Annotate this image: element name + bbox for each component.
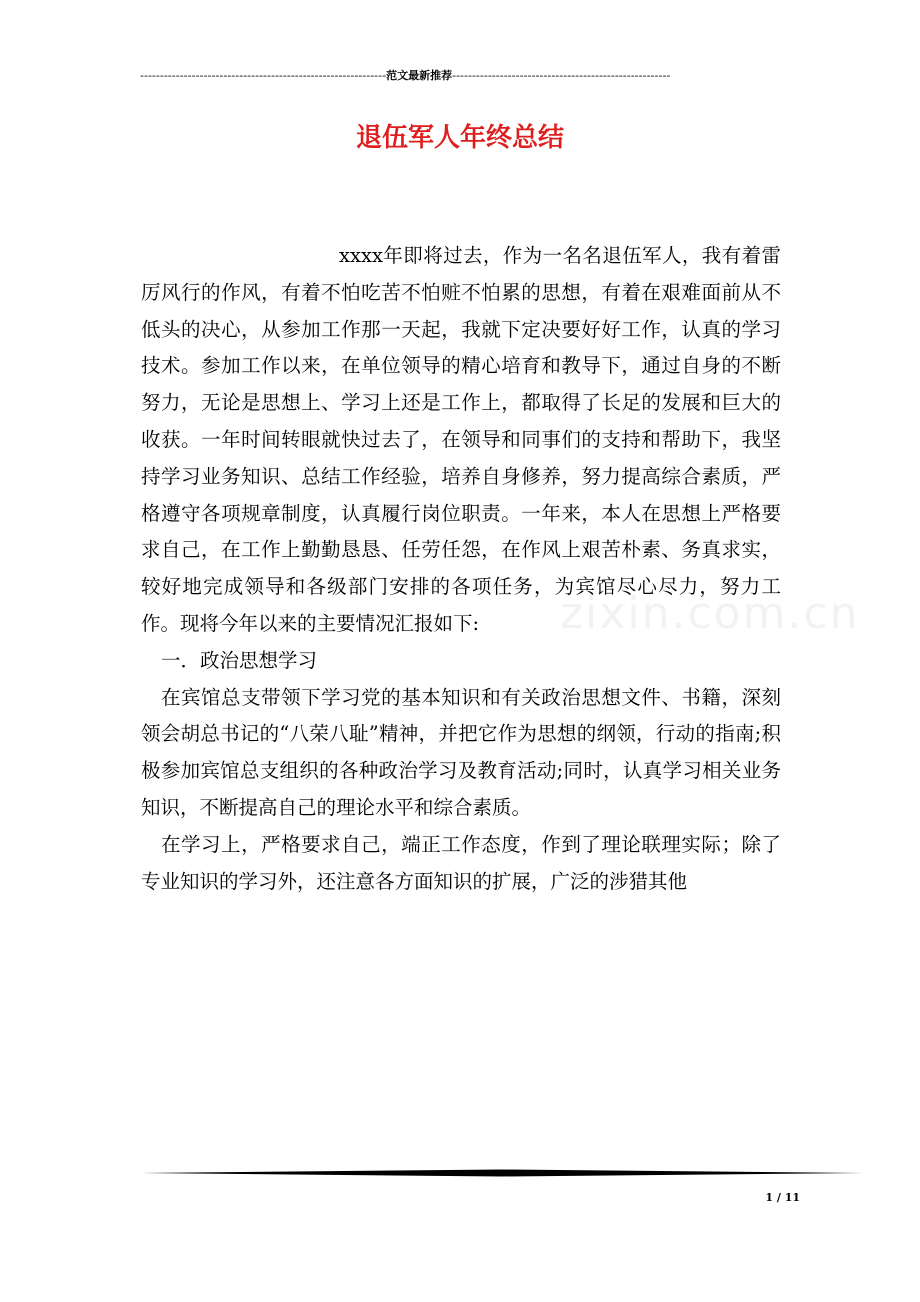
paragraph-politics: 在宾馆总支带领下学习党的基本知识和有关政治思想文件、书籍，深刻领会胡总书记的“八荣八耻”精神，并把它作为思想的纲领，行动的指南;积极参加宾馆总支组织的各种政治学习及教育活动;同时，认真学习相关业务知识，不断提高自己的理论水平和综合素质。 (141, 685, 781, 819)
page-header (140, 68, 780, 84)
header-dashes-right: ------------------------------------------------------- (452, 69, 671, 82)
footer-rule (141, 1168, 863, 1178)
document-body (141, 238, 781, 900)
page-number: 1 / 11 (765, 1191, 800, 1204)
paragraph-intro: xxxx年即将过去，作为一名名退伍军人，我有着雷厉风行的作风，有着不怕吃苦不怕赃不怕累的思想，有着在艰难面前从不低头的决心，从参加工作那一天起，我就下定决要好好工作，认真的学习技术。参加工作以来，在单位领导的精心培育和教导下，通过自身的不断努力，无论是思想上、学习上还是工作上，都取得了长足的发展和巨大的收获。一年时间转眼就快过去了，在领导和同事们的支持和帮助下，我坚持学习业务知识、总结工作经验，培养自身修养，努力提高综合素质，严格遵守各项规章制度，认真履行岗位职责。一年来，本人在思想上严格要求自己，在工作上勤勤恳恳、任劳任怨，在作风上艰苦朴素、务真求实，较好地完成领导和各级部门安排的各项任务，为宾馆尽心尽力，努力工作。现将今年以来的主要情况汇报如下: (141, 244, 781, 635)
header-label: 范文最新推荐 (386, 69, 453, 82)
header-dashes-left: -------------------------------------------------------------- (140, 69, 387, 82)
paragraph-study: 在学习上，严格要求自己，端正工作态度，作到了理论联理实际；除了专业知识的学习外，还注意各方面知识的扩展，广泛的涉猎其他 (141, 832, 781, 893)
section-heading-politics: 一．政治思想学习 (161, 648, 318, 672)
document-title: 退伍军人年终总结 (355, 123, 564, 153)
watermark: zixin.com.cn (560, 588, 860, 639)
